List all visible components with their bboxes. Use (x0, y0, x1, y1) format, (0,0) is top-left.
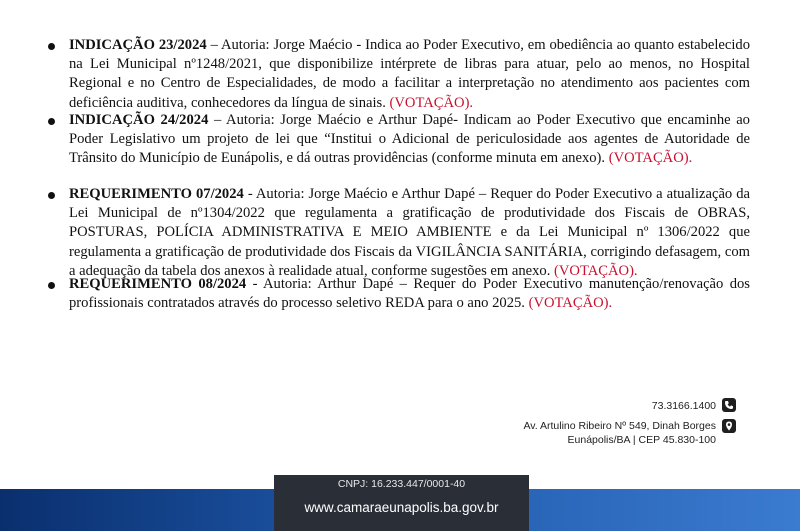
bullet-icon (48, 43, 55, 50)
bullet-icon (48, 192, 55, 199)
item-heading: INDICAÇÃO 23/2024 (69, 37, 207, 53)
vote-tag: (VOTAÇÃO). (389, 94, 474, 111)
list-item (69, 185, 750, 281)
location-pin-icon (722, 419, 736, 433)
list-item (69, 36, 750, 113)
item-heading: REQUERIMENTO 08/2024 (69, 276, 247, 292)
list-item (69, 275, 750, 313)
footer-cnpj: CNPJ: 16.233.447/0001-40 (337, 478, 466, 490)
item-body: - Autoria: Jorge Maécio e Arthur Dapé – Requer do Poder Executivo a atualização da Lei Municipal de nº1304/2022 que regulamenta a gratificação de produtividade dos Fiscais de OBRAS, POSTURAS, POLÍCIA ADMINISTRATIVA E MEIO AMBIENTE e da Lei Municipal nº 1306/2022 que regulamenta a gratificação de produtividade dos Fiscais da VIGILÂNCIA SANITÁRIA, corrigindo defasagem, com a adequação da tabela dos anexos à realidade atual, conforme sugestões em anexo. (69, 186, 750, 279)
footer-address-line1: Av. Artulino Ribeiro Nº 549, Dinah Borges (523, 420, 716, 432)
vote-tag: (VOTAÇÃO). (528, 295, 613, 312)
item-body: – Autoria: Jorge Maécio - Indica ao Poder Executivo, em obediência ao quanto estabelecido na Lei Municipal nº1248/2021, que disponibilize intérprete de libras para atuar, pelo ao menos, no Hospital Regional e no Centro de Especialidades, de modo a facilitar a interpretação no atendimento aos pacientes com deficiência auditiva, conhecedores da língua de sinais. (69, 37, 751, 111)
item-heading: INDICAÇÃO 24/2024 (69, 112, 209, 128)
item-body: - Autoria: Arthur Dapé – Requer do Poder Executivo manutenção/renovação dos profissionais contratados através do processo seletivo REDA para o ano 2025. (69, 276, 750, 312)
bullet-icon (48, 282, 55, 289)
bullet-icon (48, 118, 55, 125)
list-item (69, 111, 750, 169)
phone-icon (722, 398, 736, 412)
footer-phone: 73.3166.1400 (651, 400, 716, 412)
item-body: – Autoria: Jorge Maécio e Arthur Dapé- Indicam ao Poder Executivo que encaminhe ao Poder Legislativo um projeto de lei que “Institui o Adicional de periculosidade aos agentes de Autoridade de Trânsito do Município de Eunápolis, e dá outras providências (conforme minuta em anexo). (69, 112, 750, 167)
footer-website-link[interactable]: www.camaraeunapolis.ba.gov.br (304, 500, 499, 515)
vote-tag: (VOTAÇÃO). (554, 262, 638, 279)
item-heading: REQUERIMENTO 07/2024 (69, 186, 244, 202)
vote-tag: (VOTAÇÃO). (608, 150, 693, 167)
footer-address-line2: Eunápolis/BA | CEP 45.830-100 (567, 434, 716, 446)
